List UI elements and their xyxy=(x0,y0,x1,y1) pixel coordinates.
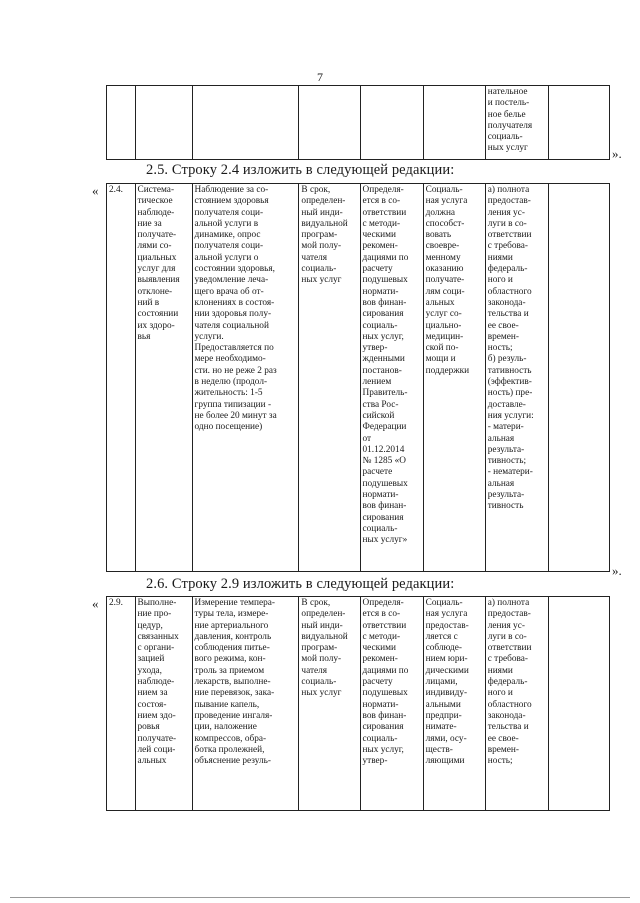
table-cell xyxy=(423,86,485,160)
page-number: 7 xyxy=(317,70,323,84)
table-row xyxy=(107,86,610,160)
table-cell xyxy=(548,184,609,572)
service-name-cell: Система- тическое наблюде- ние за получате- лями со- циальных услуг для выявления отклоне- ний в состоянии их здоро- вья xyxy=(135,184,192,572)
evaluation-cell: а) полнота предостав- ления ус- луги в со- ответствии с требова- ниями федераль- ного и областного законода- тельства и ее свое- времен- ность; xyxy=(485,597,548,811)
table-cell xyxy=(135,86,192,160)
page-bottom-rule xyxy=(10,897,630,898)
quality-cell: Социаль- ная услуга предостав- ляется с соблюде- нием юри- дическими лицами, индивиду- альными предпри- нимате- лями, осу- ществ- ляющими xyxy=(423,597,485,811)
table-cell xyxy=(360,86,423,160)
service-description-cell: Измерение темпера- туры тела, измере- ние артериального давления, контроль соблюдения питье- вого режима, кон- троль за приемом лекарств, выполне- ние перевязок, зака- пывание капель, проведение ингаля- ции, наложение компрессов, обра- ботка пролежней, объяснение резуль- xyxy=(192,597,299,811)
table-cell xyxy=(299,86,360,160)
closing-quote: ». xyxy=(612,563,622,578)
table-row xyxy=(107,184,610,572)
evaluation-cell: а) полнота предостав- ления ус- луги в со- ответствии с требова- ниями федераль- ного и областного законода- тельства и ее свое- времен- ность; б) резуль- тативность (эффектив- ность) пре- доставле- ния услуги: - матери- альная результа- тивность; - нематери- альная результа- тивность xyxy=(485,184,548,572)
service-description-cell: Наблюдение за со- стоянием здоровья получателя соци- альной услуги в динамике, опрос получателя соци- альной услуги о состоянии здоровья, уведомление леча- щего врача об от- клонениях в состоя- нии здоровья полу- чателя социальной услуги. Предоставляется по мере необходимо- сти. но не реже 2 раз в неделю (продол- жительность: 1-5 группа типизации - не более 20 минут за одно посещение) xyxy=(192,184,299,572)
table-cell xyxy=(548,597,609,811)
closing-quote: ». xyxy=(612,146,622,161)
financing-cell: Определя- ется в со- ответствии с методи- ческими рекомен- дациями по расчету подушевых нормати- вов финан- сирования социаль- ных услуг, утвер- xyxy=(360,597,423,811)
continued-table xyxy=(106,85,610,160)
table-cell: нательное и постель- ное белье получателя социаль- ных услуг xyxy=(485,86,548,160)
table-row xyxy=(107,597,610,811)
table-cell xyxy=(192,86,299,160)
quality-cell: Социаль- ная услуга должна способст- вовать своевре- менному оказанию получате- лям соци- альных услуг со- циально- медицин- ской по- мощи и поддержки xyxy=(423,184,485,572)
row-number-cell: 2.9. xyxy=(107,597,136,811)
financing-cell: Определя- ется в со- ответствии с методи- ческими рекомен- дациями по расчету подушевых нормати- вов финан- сирования социаль- ных услуг, утвер- жденными постанов- лением Правитель- ства Рос- сийской Федерации от 01.12.2014 № 1285 «О расчете подушевых нормати- вов финан- сирования социаль- ных услуг» xyxy=(360,184,423,572)
table-cell xyxy=(107,86,136,160)
service-term-cell: В срок, определен- ный инди- видуальной програм- мой полу- чателя социаль- ных услуг xyxy=(299,597,360,811)
service-term-cell: В срок, определен- ный инди- видуальной програм- мой полу- чателя социаль- ных услуг xyxy=(299,184,360,572)
table-row-2-9 xyxy=(106,596,610,811)
opening-quote: « xyxy=(92,596,99,611)
section-heading-2-5: 2.5. Строку 2.4 изложить в следующей редакции: xyxy=(146,162,455,178)
table-row-2-4 xyxy=(106,183,610,572)
section-heading-2-6: 2.6. Строку 2.9 изложить в следующей редакции: xyxy=(146,576,455,592)
table-cell xyxy=(548,86,609,160)
row-number-cell: 2.4. xyxy=(107,184,136,572)
opening-quote: « xyxy=(92,183,99,198)
service-name-cell: Выполне- ние про- цедур, связанных с органи- зацией ухода, наблюде- нием за состоя- нием здо- ровья получате- лей соци- альных xyxy=(135,597,192,811)
